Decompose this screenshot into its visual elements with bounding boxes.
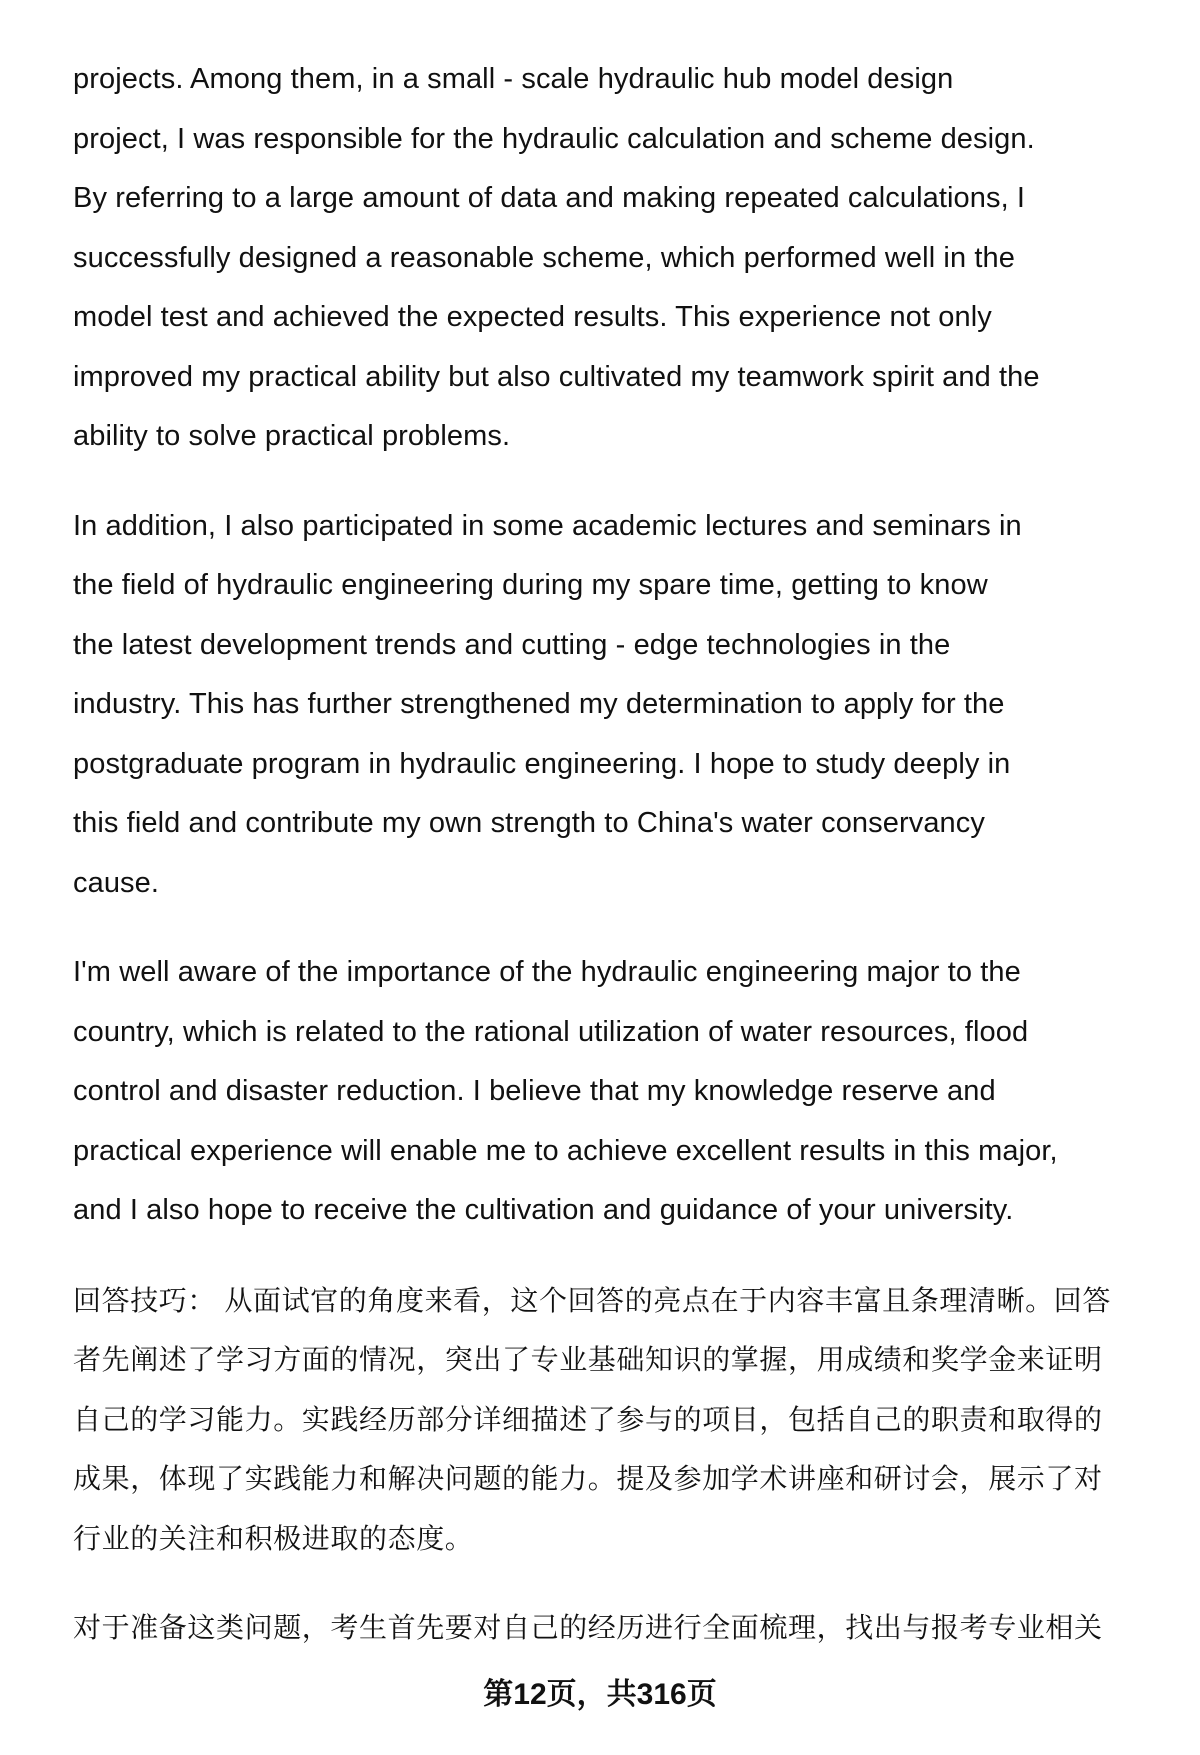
text-line: project, I was responsible for the hydraulic calculation and scheme design. — [73, 122, 1035, 155]
paragraph-answer-tips — [73, 1271, 1173, 1569]
paragraph-preparation — [73, 1598, 1173, 1658]
text-line: cause. — [73, 866, 160, 899]
text-line: In addition, I also participated in some academic lectures and seminars in — [73, 509, 1022, 542]
text-line: industry. This has further strengthened my determination to apply for the — [73, 688, 1005, 720]
text-line: practical experience will enable me to achieve excellent results in this major, — [73, 1134, 1058, 1167]
text-line: I'm well aware of the importance of the hydraulic engineering major to the — [73, 956, 1021, 988]
text-line: 对于准备这类问题，考生首先要对自己的经历进行全面梳理，找出与报考专业相关 — [73, 1612, 1103, 1643]
text-line: 回答技巧： 从面试官的角度来看，这个回答的亮点在于内容丰富且条理清晰。回答 — [73, 1284, 1111, 1316]
text-line: country, which is related to the rational utilization of water resources, flood — [73, 1015, 1029, 1048]
text-line: 自己的学习能力。实践经历部分详细描述了参与的项目，包括自己的职责和取得的 — [73, 1403, 1103, 1435]
text-line: this field and contribute my own strength to China's water conservancy — [73, 807, 985, 839]
text-line: 行业的关注和积极进取的态度。 — [73, 1522, 474, 1554]
text-line: and I also hope to receive the cultivation and guidance of your university. — [73, 1194, 1014, 1226]
text-line: 成果，体现了实践能力和解决问题的能力。提及参加学术讲座和研讨会，展示了对 — [73, 1463, 1103, 1494]
text-line: projects. Among them, in a small - scale hydraulic hub model design — [73, 63, 954, 95]
text-line: successfully designed a reasonable scheme, which performed well in the — [73, 241, 1015, 274]
document-body — [73, 50, 1173, 1688]
paragraph-project-experience — [73, 50, 1173, 467]
text-line: 者先阐述了学习方面的情况，突出了专业基础知识的掌握，用成绩和奖学金来证明 — [73, 1344, 1103, 1375]
text-line: the latest development trends and cutting - edge technologies in the — [73, 628, 951, 661]
text-line: control and disaster reduction. I believe that my knowledge reserve and — [73, 1075, 996, 1107]
text-line: improved my practical ability but also cultivated my teamwork spirit and the — [73, 360, 1040, 393]
paragraph-academic-lectures — [73, 497, 1173, 914]
text-line: the field of hydraulic engineering during my spare time, getting to know — [73, 569, 988, 601]
text-line: postgraduate program in hydraulic engineering. I hope to study deeply in — [73, 747, 1011, 780]
page-number: 第12页，共316页 — [483, 1678, 717, 1711]
text-line: By referring to a large amount of data and making repeated calculations, I — [73, 182, 1026, 214]
paragraph-major-importance — [73, 943, 1173, 1241]
text-line: model test and achieved the expected results. This experience not only — [73, 301, 992, 333]
text-line: ability to solve practical problems. — [73, 420, 511, 452]
